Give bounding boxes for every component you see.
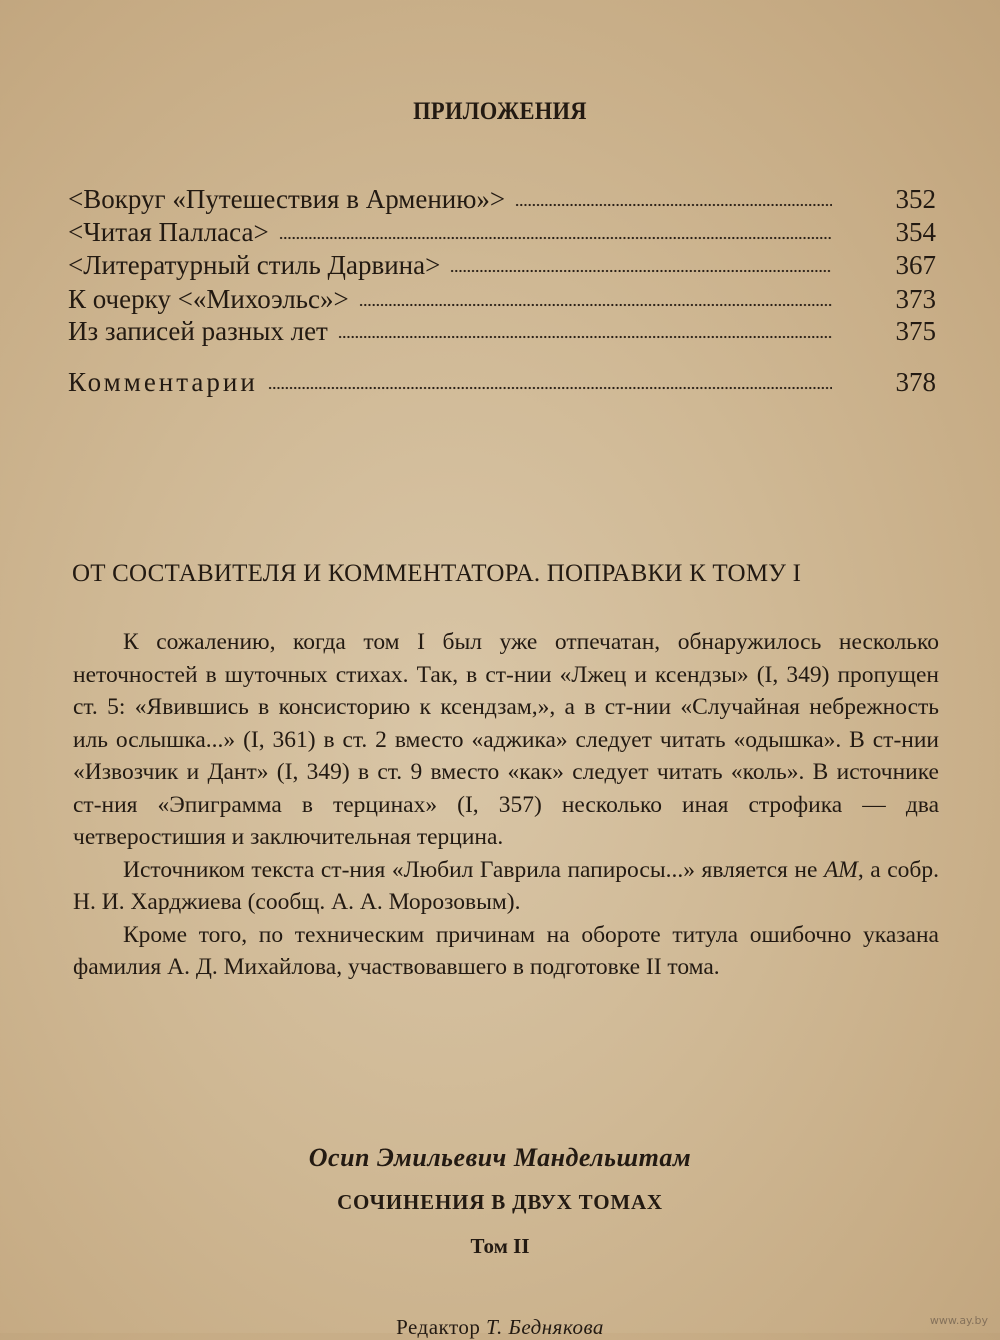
- toc-entry-page: 352: [895, 184, 936, 214]
- toc-entry-page: 367: [895, 250, 936, 280]
- watermark: www.ay.by: [929, 1314, 988, 1327]
- corrections-heading: ОТ СОСТАВИТЕЛЯ И КОММЕНТАТОРА. ПОПРАВКИ К ТОМУ I: [72, 560, 802, 587]
- editor-label: Редактор: [396, 1315, 481, 1339]
- paragraph-text: , а собр. Н. И. Харджиева (сообщ. А. А. Морозовым).: [73, 856, 939, 915]
- source-abbreviation: АМ: [823, 856, 858, 883]
- dot-leader: [279, 235, 832, 241]
- toc-entry-title: <Читая Палласа>: [68, 217, 269, 247]
- toc-entry-title: <Вокруг «Путешествия в Армению»>: [68, 184, 506, 214]
- toc-entry-page: 373: [895, 284, 936, 314]
- editor-line: [0, 1315, 1000, 1340]
- toc-entry: [68, 314, 936, 348]
- toc-entry-title: <Литературный стиль Дарвина>: [68, 250, 441, 280]
- toc-entry-title: Из записей разных лет: [68, 316, 328, 346]
- toc-entry: [68, 215, 936, 249]
- appendix-heading: ПРИЛОЖЕНИЯ: [413, 98, 587, 125]
- toc-entry: [68, 282, 936, 316]
- toc-entry-comments: [68, 365, 936, 399]
- paragraph: [73, 854, 939, 919]
- works-title: СОЧИНЕНИЯ В ДВУХ ТОМАХ: [337, 1190, 663, 1214]
- paragraph: Кроме того, по техническим причинам на обороте титула ошибочно указана фамилия А. Д. Михайлова, участвовавшего в подготовке II тома.: [73, 921, 939, 980]
- dot-leader: [515, 202, 832, 208]
- dot-leader: [338, 334, 832, 340]
- editor-name: Т. Беднякова: [486, 1315, 604, 1339]
- dot-leader: [450, 268, 832, 274]
- volume-label: Том II: [470, 1234, 530, 1258]
- toc-entry-page: 378: [895, 367, 936, 397]
- dot-leader: [359, 302, 832, 308]
- toc-entry-page: 354: [895, 217, 936, 247]
- toc-entry-title: К очерку <«Михоэльс»>: [68, 284, 349, 314]
- toc-entry: [68, 248, 936, 282]
- toc-entry-title: Комментарии: [68, 367, 258, 397]
- paragraph-text: Источником текста ст-ния «Любил Гаврила папиросы...» является не: [123, 856, 818, 883]
- dot-leader: [268, 385, 832, 391]
- paragraph: К сожалению, когда том I был уже отпечатан, обнаружилось несколько неточностей в шуточных стихах. Так, в ст-нии «Лжец и ксендзы» (I, 349) пропущен ст. 5: «Явившись в консисторию к ксендзам,», а в ст-нии «Случайная небрежность иль ослышка...» (I, 361) в ст. 2 вместо «аджика» следует читать «одышка». В ст-нии «Извозчик и Дант» (I, 349) в ст. 9 вместо «как» следует читать «коль». В источнике ст-ния «Эпиграмма в терцинах» (I, 357) несколько иная строфика — два четверостишия и заключительная терцина.: [73, 629, 939, 850]
- corrections-body: [73, 626, 939, 984]
- author-name: Осип Эмильевич Мандельштам: [308, 1143, 692, 1172]
- toc-entry: [68, 182, 936, 216]
- toc-entry-page: 375: [895, 316, 936, 346]
